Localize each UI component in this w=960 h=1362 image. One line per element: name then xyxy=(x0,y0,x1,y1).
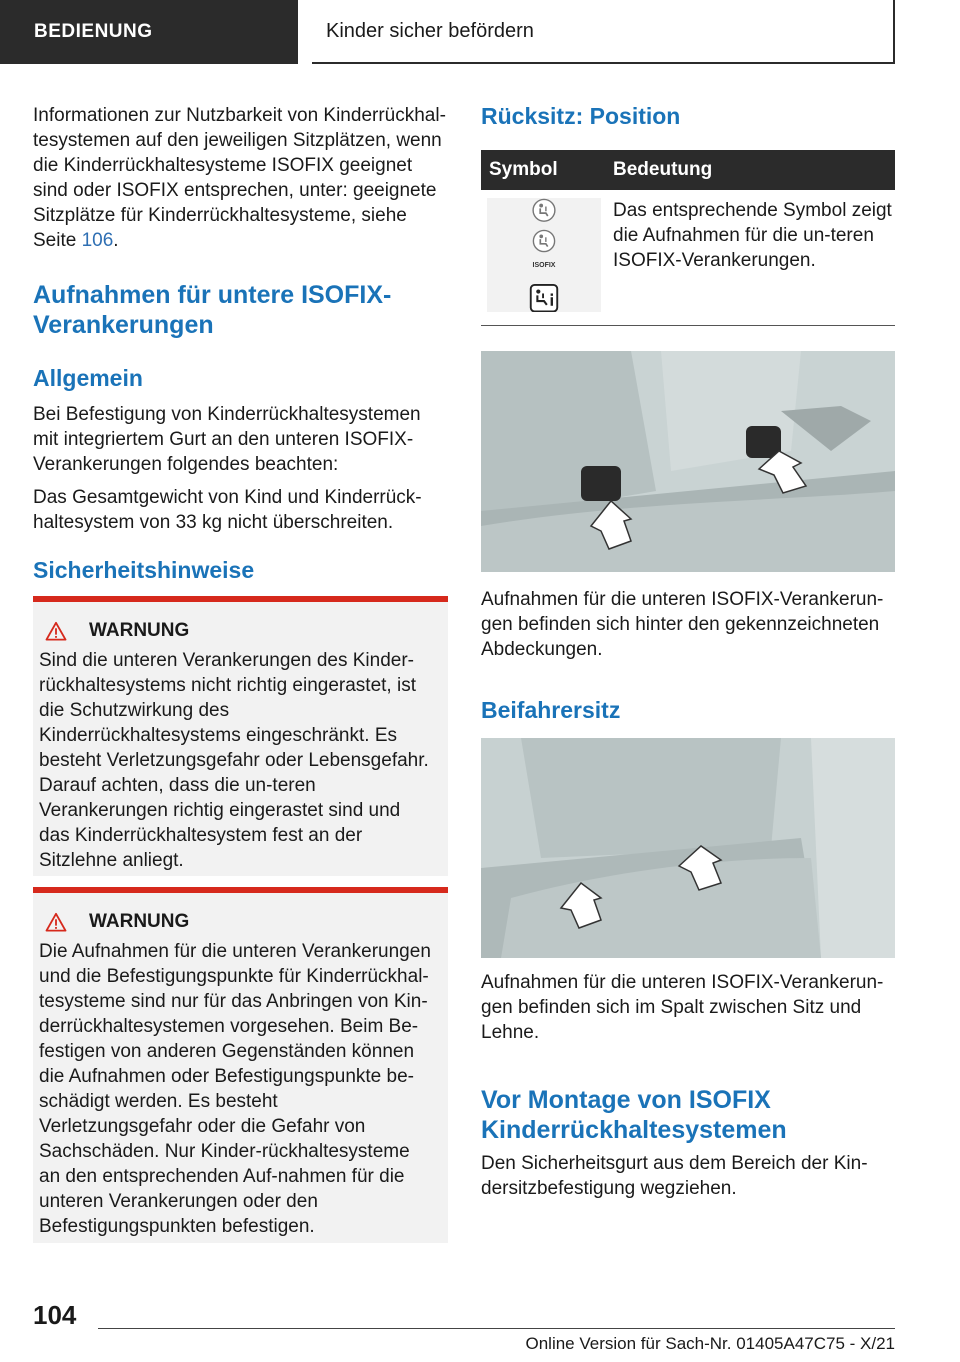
meaning-cell: Das entsprechende Symbol zeigt die Aufnahmen für die un-teren ISOFIX-Verankerungen. xyxy=(613,200,892,271)
footer-rule xyxy=(98,1328,895,1329)
safety-heading: Sicherheitshinweise xyxy=(33,557,255,583)
header-section-label: BEDIENUNG xyxy=(0,0,298,64)
warning-text-1: Sind die unteren Verankerungen des Kinder-rückhaltesystems nicht richtig eingerastet, ist die Schutzwirkung des Kinderrückhaltesystems eingeschränkt. Es besteht Verletzungsgefahr oder Lebensgefahr. Darauf achten, dass die un-teren Verankerungen richtig eingerastet sind und das Kinderrückhaltesystem fest an der Sitzlehne anliegt. xyxy=(39,650,429,871)
warning-header-1 xyxy=(39,620,436,642)
passenger-seat-caption: Aufnahmen für die unteren ISOFIX-Verankerun-gen befinden sich im Spalt zwischen Sitz und Lehne. xyxy=(481,972,884,1043)
rear-seat-illustration xyxy=(481,351,895,572)
warning-triangle-icon xyxy=(45,912,67,932)
allgemein-paragraph-1: Bei Befestigung von Kinderrückhaltesystemen mit integriertem Gurt an den unteren ISOFIX-Verankerungen folgendes beachten: xyxy=(33,404,421,475)
table-header-symbol: Symbol xyxy=(481,150,603,190)
child-seat-info-icon xyxy=(529,284,559,312)
warning-triangle-icon xyxy=(45,621,67,641)
symbol-table xyxy=(481,150,895,320)
mount-paragraph: Den Sicherheitsgurt aus dem Bereich der Kin-dersitzbefestigung wegziehen. xyxy=(481,1153,868,1199)
allgemein-paragraph-2: Das Gesamtgewicht von Kind und Kinderrück-haltesystem von 33 kg nicht überschreiten. xyxy=(33,487,422,533)
warning-text-2: Die Aufnahmen für die unteren Verankerungen und die Befestigungspunkte für Kinderrückhal-tesysteme sind nur für das Anbringen von Kin-derrückhaltesystemen vorgesehen. Beim Be-festigen von anderen Gegenständen können die Aufnahmen oder Befestigungspunkte be-schädigt werden. Es besteht Verletzungsgefahr oder die Gefahr von Sachschäden. Nur Kinder-rückhaltesysteme an den entsprechenden Auf-nahmen für die unteren Verankerungen oder den Befestigungspunkten befestigen. xyxy=(39,941,431,1237)
header-chapter-title xyxy=(312,0,895,64)
isofix-heading: Aufnahmen für untere ISOFIX-Verankerungen xyxy=(33,281,392,339)
rear-seat-isofix-photo xyxy=(481,351,895,572)
table-header-row xyxy=(481,150,895,190)
mount-heading: Vor Montage von ISOFIX Kinderrückhaltesystemen xyxy=(481,1086,787,1144)
rear-seat-heading: Rücksitz: Position xyxy=(481,103,681,129)
passenger-seat-heading: Beifahrersitz xyxy=(481,697,621,723)
allgemein-heading: Allgemein xyxy=(33,365,143,391)
warning-header-2 xyxy=(39,911,436,933)
intro-paragraph xyxy=(33,103,448,253)
isofix-symbol-group xyxy=(487,198,601,312)
warning-box-2 xyxy=(33,887,448,1243)
warning-label-2: WARNUNG xyxy=(89,911,190,932)
footer-online-version: Online Version für Sach-Nr. 01405A47C75 - X/21 xyxy=(525,1334,895,1353)
warning-label-1: WARNUNG xyxy=(89,620,190,641)
rear-seat-caption: Aufnahmen für die unteren ISOFIX-Verankerun-gen befinden sich hinter den gekennzeichneten Abdeckungen. xyxy=(481,589,884,660)
isofix-badge xyxy=(532,229,556,278)
intro-text: Informationen zur Nutzbarkeit von Kinderrückhal-tesystemen auf den jeweiligen Sitzplätzen, wenn die Kinderrückhaltesysteme ISOFIX geeignet sind oder ISOFIX entsprechen, unter: geeignete Sitzplätze für Kinderrückhaltesysteme, siehe Seite xyxy=(33,105,446,251)
table-bottom-rule xyxy=(481,325,895,326)
intro-end: . xyxy=(113,230,119,251)
symbol-cell xyxy=(481,190,603,320)
passenger-seat-isofix-photo xyxy=(481,738,895,958)
page-number: 104 xyxy=(33,1300,77,1330)
child-seat-icon xyxy=(531,198,557,223)
isofix-badge-label: ISOFIX xyxy=(532,261,556,269)
warning-box-1 xyxy=(33,596,448,876)
page-link-106[interactable]: 106 xyxy=(81,230,114,251)
table-row xyxy=(481,190,895,320)
table-header-meaning: Bedeutung xyxy=(603,150,895,190)
passenger-seat-illustration xyxy=(481,738,895,958)
header-title-text: Kinder sicher befördern xyxy=(326,19,534,42)
isofix-child-seat-icon xyxy=(532,229,556,253)
